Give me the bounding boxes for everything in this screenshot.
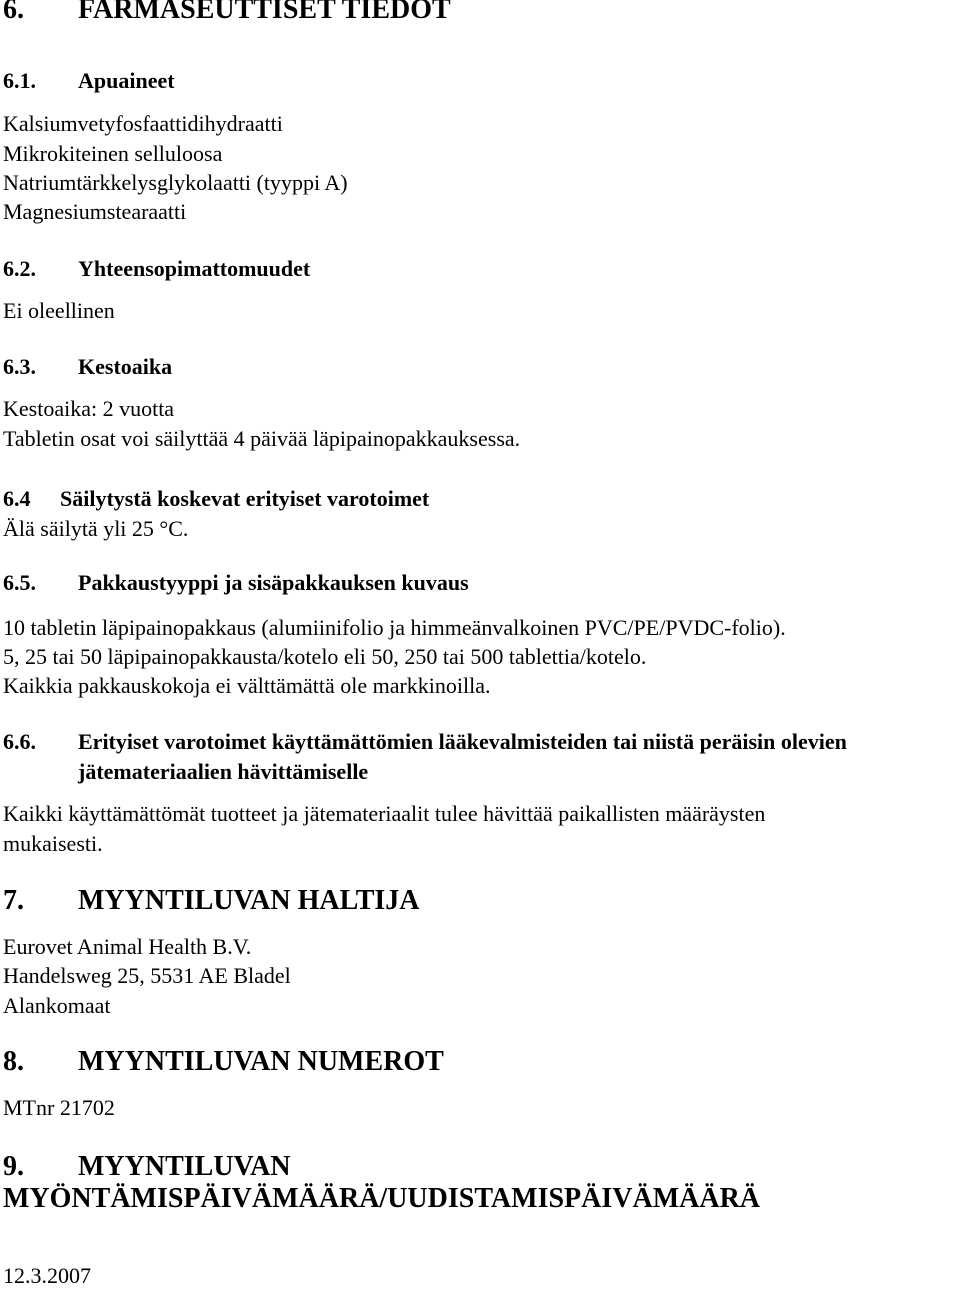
section-title: MYYNTILUVAN NUMEROT	[78, 1046, 444, 1077]
body-text: Ei oleellinen	[3, 298, 115, 323]
section-8-heading	[3, 1046, 444, 1078]
section-6-2-heading	[3, 256, 310, 282]
section-title-continuation: jätemateriaalien hävittämiselle	[78, 759, 369, 784]
section-number: 6.6.	[3, 729, 36, 754]
section-title: MYYNTILUVAN	[78, 1151, 291, 1182]
section-title: Kestoaika	[78, 354, 173, 379]
section-6-3-heading	[3, 354, 172, 380]
section-6-1-heading	[3, 68, 175, 94]
excipient-line: Magnesiumstearaatti	[3, 199, 187, 224]
body-text: MTnr 21702	[3, 1095, 115, 1120]
body-text: 10 tabletin läpipainopakkaus (alumiinifolio ja himmeänvalkoinen PVC/PE/PVDC-folio).	[3, 615, 786, 640]
section-number: 8.	[3, 1046, 24, 1077]
section-6-4-heading	[3, 486, 429, 512]
section-title: Apuaineet	[78, 68, 175, 93]
excipient-line: Kalsiumvetyfosfaattidihydraatti	[3, 111, 283, 136]
body-text: mukaisesti.	[3, 831, 103, 856]
section-6-heading	[3, 0, 451, 26]
section-title: Yhteensopimattomuudet	[78, 256, 311, 281]
section-7-heading	[3, 885, 420, 917]
section-number: 7.	[3, 885, 24, 916]
section-number: 6.2.	[3, 256, 36, 281]
section-number: 6.5.	[3, 570, 36, 595]
holder-line: Eurovet Animal Health B.V.	[3, 934, 252, 959]
body-text: 5, 25 tai 50 läpipainopakkausta/kotelo eli 50, 250 tai 500 tablettia/kotelo.	[3, 644, 647, 669]
body-text: 12.3.2007	[3, 1263, 91, 1288]
section-title-continuation: MYÖNTÄMISPÄIVÄMÄÄRÄ/UUDISTAMISPÄIVÄMÄÄRÄ	[3, 1183, 761, 1214]
section-number: 6.1.	[3, 68, 36, 93]
section-number: 9.	[3, 1151, 24, 1182]
section-title: MYYNTILUVAN HALTIJA	[78, 885, 420, 916]
section-title: Säilytystä koskevat erityiset varotoimet	[60, 486, 430, 511]
holder-line: Alankomaat	[3, 993, 111, 1018]
body-text: Kaikkia pakkauskokoja ei välttämättä ole markkinoilla.	[3, 673, 491, 698]
body-text: Tabletin osat voi säilyttää 4 päivää läpipainopakkauksessa.	[3, 426, 521, 451]
section-title: FARMASEUTTISET TIEDOT	[78, 0, 451, 25]
section-number: 6.	[3, 0, 24, 25]
body-text: Kaikki käyttämättömät tuotteet ja jätemateriaalit tulee hävittää paikallisten määräysten	[3, 801, 766, 826]
excipient-line: Mikrokiteinen selluloosa	[3, 141, 223, 166]
section-9-heading	[3, 1151, 291, 1183]
excipient-line: Natriumtärkkelysglykolaatti (tyyppi A)	[3, 170, 348, 195]
section-6-6-heading	[3, 729, 847, 755]
section-number: 6.3.	[3, 354, 36, 379]
holder-line: Handelsweg 25, 5531 AE Bladel	[3, 963, 291, 988]
section-6-5-heading	[3, 570, 469, 596]
section-number: 6.4	[3, 486, 31, 511]
body-text: Kestoaika: 2 vuotta	[3, 396, 175, 421]
section-title: Erityiset varotoimet käyttämättömien lääkevalmisteiden tai niistä peräisin olevien	[78, 729, 847, 754]
section-title: Pakkaustyyppi ja sisäpakkauksen kuvaus	[78, 570, 469, 595]
body-text: Älä säilytä yli 25 °C.	[3, 516, 189, 541]
